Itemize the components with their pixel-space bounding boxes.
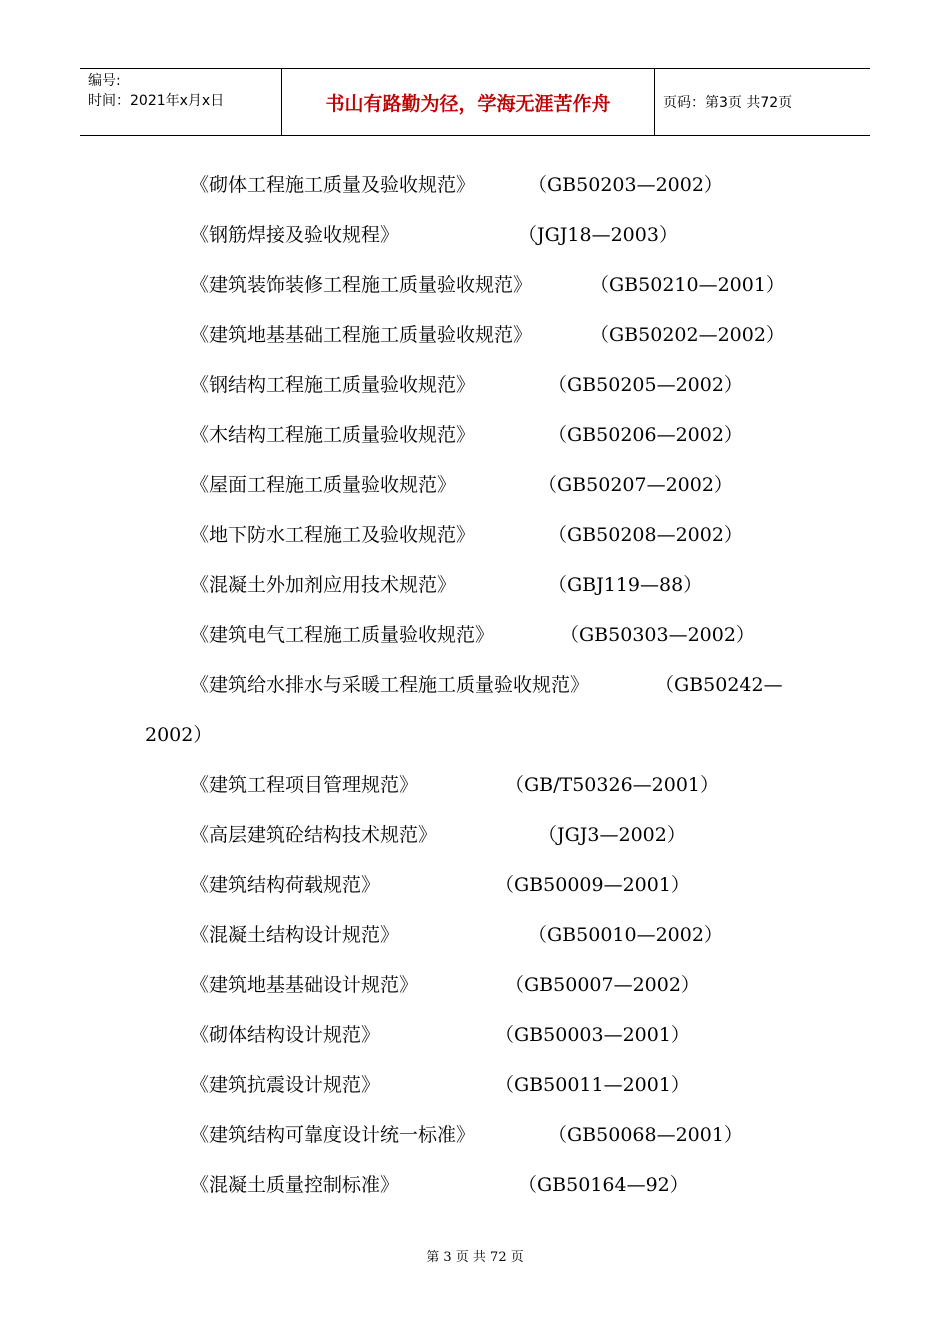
standard-title: 《混凝土结构设计规范》 [190,924,400,946]
page-footer: 第 3 页 共 72 页 [426,1250,524,1265]
standard-code: （GBJ119—88） [548,574,703,596]
standard-title: 《地下防水工程施工及验收规范》 [190,524,476,546]
standard-title: 《建筑地基基础工程施工质量验收规范》 [190,324,533,346]
standard-code: （GB50208—2002） [548,524,743,546]
list-item [0,160,950,210]
header-meta [80,69,282,135]
standard-title: 《砌体结构设计规范》 [190,1024,381,1046]
list-item [0,1160,950,1210]
standard-code: （GB50011—2001） [495,1074,690,1096]
standard-code: （GB50207—2002） [538,474,733,496]
list-item [0,1110,950,1160]
list-item [0,1060,950,1110]
list-item [0,460,950,510]
list-item [0,960,950,1010]
list-item [0,360,950,410]
list-item [0,260,950,310]
standard-code: （GB50242— [655,674,783,696]
list-item [0,410,950,460]
standard-title: 《建筑电气工程施工质量验收规范》 [190,624,495,646]
standard-title: 《高层建筑砼结构技术规范》 [190,824,438,846]
standard-code: （JGJ3—2002） [538,824,686,846]
list-item [0,910,950,960]
standard-code: （GB50210—2001） [590,274,785,296]
standard-code: （GB50007—2002） [505,974,700,996]
standard-code: （GB50205—2002） [548,374,743,396]
standard-title: 《屋面工程施工质量验收规范》 [190,474,457,496]
number-label: 编号: [88,73,121,89]
list-item [0,710,950,760]
standard-title: 《砌体工程施工质量及验收规范》 [190,174,476,196]
standard-title: 《建筑抗震设计规范》 [190,1074,381,1096]
standard-title: 《钢结构工程施工质量验收规范》 [190,374,476,396]
document-header [80,68,870,136]
time-label: 时间：2021年x月x日 [88,93,225,109]
list-item [0,860,950,910]
standard-code: （GB50203—2002） [528,174,723,196]
list-item [0,210,950,260]
standard-code: （GB50303—2002） [560,624,755,646]
standard-code: （GB50068—2001） [548,1124,743,1146]
list-item [0,510,950,560]
standard-title: 《建筑地基基础设计规范》 [190,974,419,996]
standard-title: 《钢筋焊接及验收规程》 [190,224,400,246]
standard-title: 《建筑给水排水与采暖工程施工质量验收规范》 [190,674,590,696]
list-item [0,810,950,860]
standard-code: （GB50009—2001） [495,874,690,896]
list-item [0,610,950,660]
standard-code: （JGJ18—2003） [518,224,678,246]
header-page-info: 页码：第3页 共72页 [663,95,793,111]
standard-code: （GB/T50326—2001） [505,774,720,796]
standard-title: 《混凝土外加剂应用技术规范》 [190,574,457,596]
list-item [0,760,950,810]
standard-code: （GB50003—2001） [495,1024,690,1046]
standard-code: （GB50202—2002） [590,324,785,346]
list-item [0,660,950,710]
standard-code: （GB50206—2002） [548,424,743,446]
list-item [0,560,950,610]
standard-title: 《建筑结构荷载规范》 [190,874,381,896]
standard-title: 《建筑工程项目管理规范》 [190,774,419,796]
list-item [0,310,950,360]
standard-code: （GB50164—92） [518,1174,689,1196]
standard-title: 《木结构工程施工质量验收规范》 [190,424,476,446]
standard-code: 2002） [145,724,213,746]
standard-title: 《混凝土质量控制标准》 [190,1174,400,1196]
standard-title: 《建筑装饰装修工程施工质量验收规范》 [190,274,533,296]
standard-code: （GB50010—2002） [528,924,723,946]
list-item [0,1010,950,1060]
header-motto: 书山有路勤为径，学海无涯苦作舟 [282,69,655,135]
standard-title: 《建筑结构可靠度设计统一标准》 [190,1124,476,1146]
